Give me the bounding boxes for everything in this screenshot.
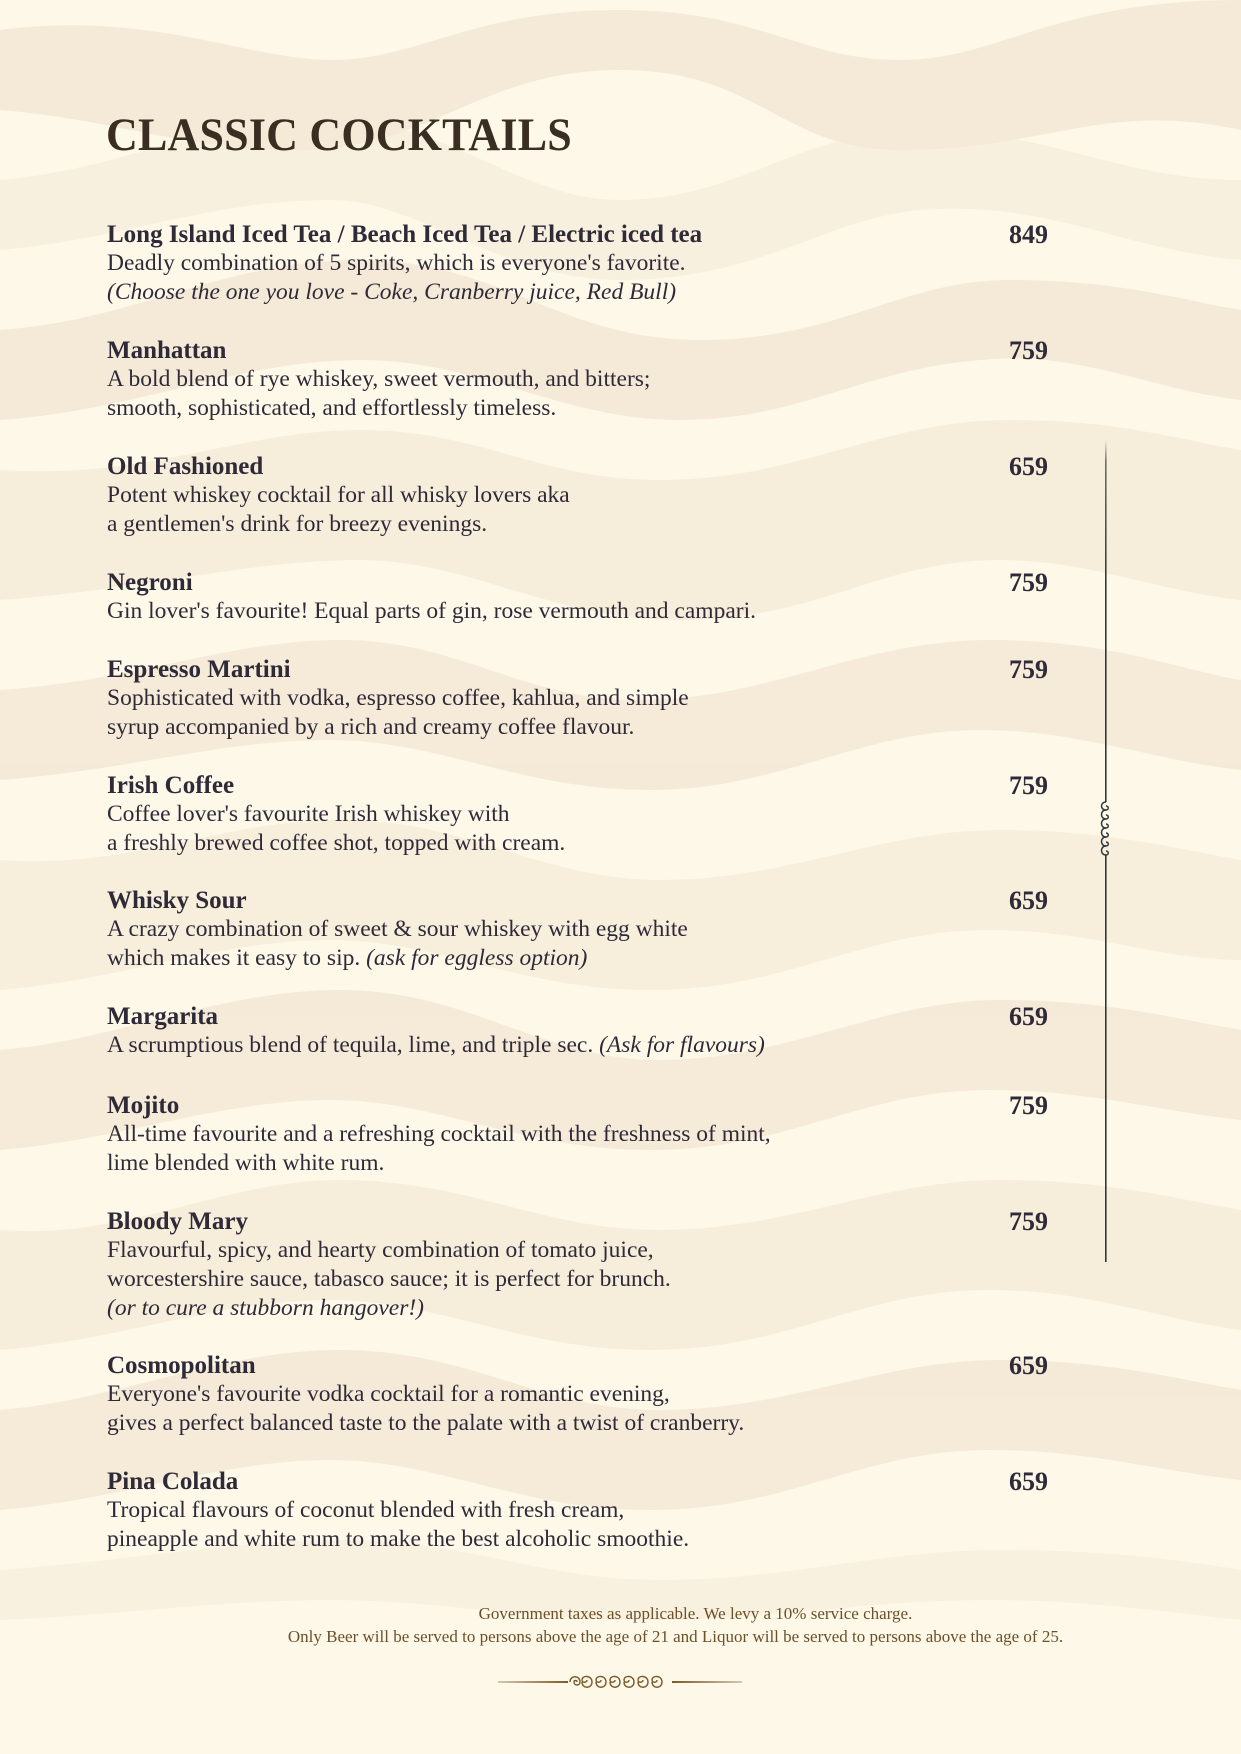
description-text: Coffee lover's favourite Irish whiskey with — [107, 801, 510, 827]
footer-age-note: Only Beer will be served to persons above the age of 21 and Liquor will be served to persons above the age of 25. — [287, 1627, 1064, 1646]
item-name: Espresso Martini — [107, 656, 291, 683]
item-description — [107, 249, 1057, 307]
menu-item — [107, 568, 1057, 626]
item-description — [107, 1120, 1057, 1178]
item-price: 759 — [1009, 771, 1048, 800]
item-price: 759 — [1009, 1207, 1048, 1236]
item-price: 659 — [1009, 1351, 1048, 1380]
item-description — [107, 1031, 1057, 1060]
menu-item — [107, 655, 1057, 742]
description-text: A bold blend of rye whiskey, sweet vermouth, and bitters; — [107, 366, 651, 392]
item-name: Bloody Mary — [107, 1208, 248, 1235]
item-description — [107, 1236, 1057, 1323]
description-text: Tropical flavours of coconut blended with fresh cream, — [107, 1497, 625, 1523]
description-note: (ask for eggless option) — [366, 945, 588, 971]
description-text: gives a perfect balanced taste to the palate with a twist of cranberry. — [107, 1410, 745, 1436]
description-text: Gin lover's favourite! Equal parts of gin, rose vermouth and campari. — [107, 598, 756, 624]
item-name: Margarita — [107, 1003, 219, 1030]
item-price: 659 — [1009, 886, 1048, 915]
footer-tax-note: Government taxes as applicable. We levy a 10% service charge. — [478, 1604, 913, 1623]
description-text: syrup accompanied by a rich and creamy coffee flavour. — [107, 714, 635, 740]
description-note: (Choose the one you love - Coke, Cranberry juice, Red Bull) — [107, 279, 677, 305]
description-text: Sophisticated with vodka, espresso coffee, kahlua, and simple — [107, 685, 689, 711]
description-text: a gentlemen's drink for breezy evenings. — [107, 511, 488, 537]
swirl-vertical-divider-icon — [1096, 440, 1116, 1262]
description-text: smooth, sophisticated, and effortlessly timeless. — [107, 395, 557, 421]
item-name: Pina Colada — [107, 1468, 239, 1495]
item-description — [107, 597, 1057, 626]
item-price: 759 — [1009, 655, 1048, 684]
description-text: A scrumptious blend of tequila, lime, and triple sec. — [107, 1032, 600, 1058]
item-price: 659 — [1009, 1467, 1048, 1496]
menu-item — [107, 886, 1057, 973]
item-price: 659 — [1009, 452, 1048, 481]
item-description — [107, 481, 1057, 539]
description-text: All-time favourite and a refreshing cocktail with the freshness of mint, — [107, 1121, 771, 1147]
description-text: Potent whiskey cocktail for all whisky lovers aka — [107, 482, 570, 508]
item-description — [107, 1496, 1057, 1554]
item-price: 849 — [1009, 220, 1048, 249]
menu-item — [107, 1091, 1057, 1178]
description-text: pineapple and white rum to make the best alcoholic smoothie. — [107, 1526, 690, 1552]
menu-item — [107, 336, 1057, 423]
description-text: lime blended with white rum. — [107, 1150, 385, 1176]
page-title: CLASSIC COCKTAILS — [106, 109, 572, 161]
menu-item — [107, 1207, 1057, 1323]
item-name: Old Fashioned — [107, 453, 264, 480]
description-note: (or to cure a stubborn hangover!) — [107, 1295, 424, 1321]
item-price: 759 — [1009, 336, 1048, 365]
item-description — [107, 800, 1057, 858]
item-name: Long Island Iced Tea / Beach Iced Tea / Electric iced tea — [107, 221, 703, 248]
menu-item — [107, 452, 1057, 539]
description-text: Flavourful, spicy, and hearty combination of tomato juice, — [107, 1237, 654, 1263]
menu-item — [107, 771, 1057, 858]
description-text: worcestershire sauce, tabasco sauce; it is perfect for brunch. — [107, 1266, 671, 1292]
description-text: a freshly brewed coffee shot, topped with cream. — [107, 830, 566, 856]
item-price: 759 — [1009, 1091, 1048, 1120]
item-name: Cosmopolitan — [107, 1352, 256, 1379]
item-name: Manhattan — [107, 337, 227, 364]
item-name: Irish Coffee — [107, 772, 235, 799]
item-description — [107, 915, 1057, 973]
description-text: Everyone's favourite vodka cocktail for a romantic evening, — [107, 1381, 670, 1407]
swirl-horizontal-ornament-icon — [496, 1670, 746, 1694]
item-description — [107, 684, 1057, 742]
menu-item — [107, 220, 1057, 307]
item-description — [107, 1380, 1057, 1438]
menu-item — [107, 1002, 1057, 1060]
item-name: Mojito — [107, 1092, 180, 1119]
item-name: Negroni — [107, 569, 193, 596]
item-name: Whisky Sour — [107, 887, 247, 914]
item-price: 759 — [1009, 568, 1048, 597]
item-description — [107, 365, 1057, 423]
item-price: 659 — [1009, 1002, 1048, 1031]
description-note: (Ask for flavours) — [599, 1032, 765, 1058]
menu-item — [107, 1351, 1057, 1438]
description-text: which makes it easy to sip. — [107, 945, 367, 971]
description-text: A crazy combination of sweet & sour whiskey with egg white — [107, 916, 688, 942]
menu-item — [107, 1467, 1057, 1554]
description-text: Deadly combination of 5 spirits, which is everyone's favorite. — [107, 250, 686, 276]
